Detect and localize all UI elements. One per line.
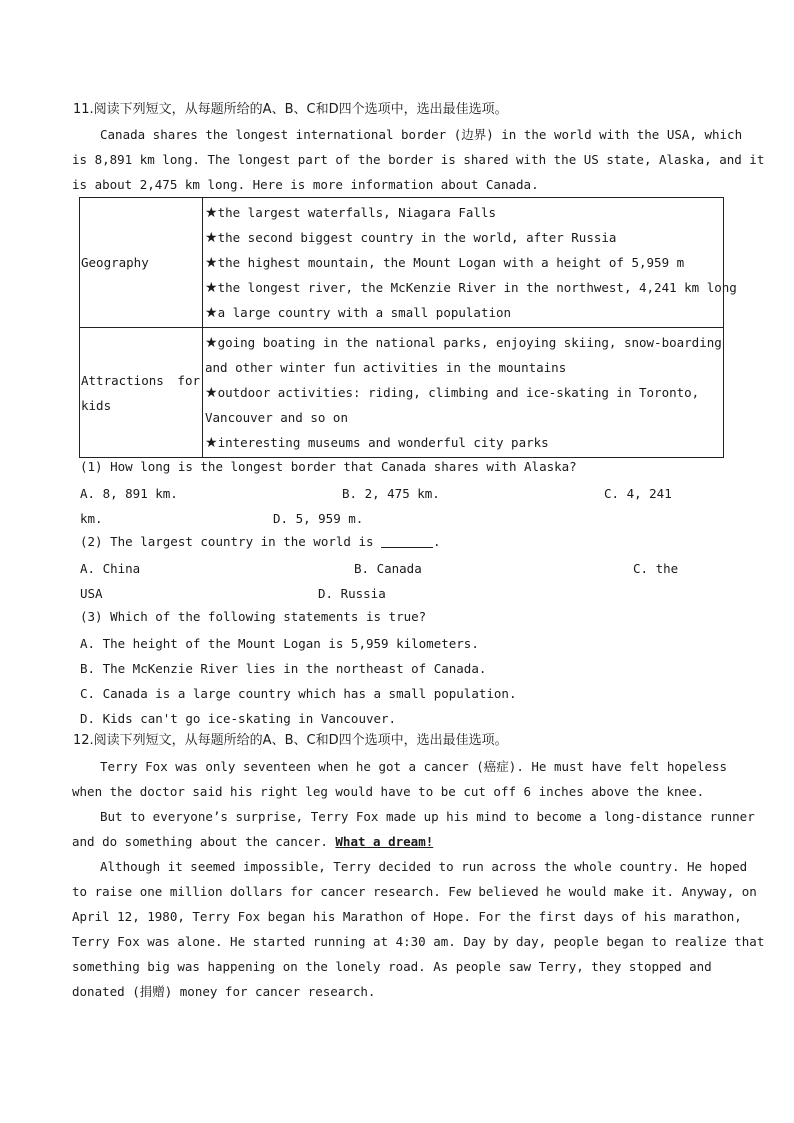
list-item: ★the longest river, the McKenzie River in the northwest, 4,241 km long bbox=[205, 280, 737, 296]
option-d[interactable]: D. Kids can't go ice-skating in Vancouver. bbox=[80, 711, 397, 726]
list-item: ★outdoor activities: riding, climbing and ice-skating in Toronto, bbox=[205, 385, 700, 401]
question-3-stem: (3) Which of the following statements is true? bbox=[80, 609, 427, 624]
star-icon: ★ bbox=[205, 255, 218, 271]
list-item: ★interesting museums and wonderful city parks bbox=[205, 435, 549, 451]
passage-line: April 12, 1980, Terry Fox began his Marathon of Hope. For the first days of his marathon, bbox=[72, 909, 742, 924]
option-a[interactable]: A. The height of the Mount Logan is 5,959 kilometers. bbox=[80, 636, 479, 651]
star-icon: ★ bbox=[205, 335, 218, 351]
passage-line: is 8,891 km long. The longest part of the border is shared with the US state, Alaska, and it bbox=[72, 152, 765, 167]
option-c[interactable]: C. the bbox=[633, 561, 679, 576]
passage-line: is about 2,475 km long. Here is more information about Canada. bbox=[72, 177, 539, 192]
star-icon: ★ bbox=[205, 280, 218, 296]
q11-passage bbox=[72, 122, 765, 197]
option-d[interactable]: D. Russia bbox=[318, 586, 386, 601]
option-c-continuation: km. bbox=[80, 511, 103, 526]
q11-heading: 11.阅读下列短文，从每题所给的A、B、C和D四个选项中，选出最佳选项。 bbox=[73, 102, 508, 117]
passage-line: and do something about the cancer. What a dream! bbox=[72, 834, 434, 849]
list-item-continuation: Vancouver and so on bbox=[205, 410, 348, 425]
star-icon: ★ bbox=[205, 230, 218, 246]
list-item: ★the largest waterfalls, Niagara Falls bbox=[205, 205, 497, 221]
option-b[interactable]: B. Canada bbox=[354, 561, 422, 576]
star-icon: ★ bbox=[205, 435, 218, 451]
star-icon: ★ bbox=[205, 385, 218, 401]
passage-line: But to everyone’s surprise, Terry Fox made up his mind to become a long-distance runner bbox=[100, 809, 755, 824]
option-d[interactable]: D. 5, 959 m. bbox=[273, 511, 364, 526]
passage-line: to raise one million dollars for cancer research. Few believed he would make it. Anyway, on bbox=[72, 884, 757, 899]
table-label: kids bbox=[81, 397, 112, 413]
passage-line: Canada shares the longest international border (边界) in the world with the USA, which bbox=[100, 127, 743, 142]
table-body-cell bbox=[203, 328, 724, 458]
list-item: ★the second biggest country in the world, after Russia bbox=[205, 230, 617, 246]
star-icon: ★ bbox=[205, 305, 218, 321]
table-body-cell bbox=[203, 198, 737, 328]
q12-heading: 12.阅读下列短文，从每题所给的A、B、C和D四个选项中，选出最佳选项。 bbox=[73, 733, 508, 748]
passage-line: Although it seemed impossible, Terry decided to run across the whole country. He hoped bbox=[100, 859, 748, 874]
option-b[interactable]: B. The McKenzie River lies in the northeast of Canada. bbox=[80, 661, 487, 676]
question-2-stem: (2) The largest country in the world is . bbox=[80, 534, 441, 549]
table-row-geography bbox=[80, 198, 724, 328]
table-label: Geography bbox=[81, 255, 149, 270]
passage-line: something big was happening on the lonely road. As people saw Terry, they stopped and bbox=[72, 959, 712, 974]
list-item-continuation: and other winter fun activities in the mountains bbox=[205, 360, 567, 375]
passage-line: donated (捐赠) money for cancer research. bbox=[72, 984, 376, 999]
question-1-stem: (1) How long is the longest border that Canada shares with Alaska? bbox=[80, 459, 577, 474]
emphasis-text: What a dream! bbox=[335, 834, 434, 849]
option-c-continuation: USA bbox=[80, 586, 103, 601]
option-c[interactable]: C. Canada is a large country which has a small population. bbox=[80, 686, 517, 701]
passage-line: Terry Fox was alone. He started running at 4:30 am. Day by day, people began to realize that bbox=[72, 934, 765, 949]
table-row-attractions bbox=[80, 328, 724, 458]
passage-line: Terry Fox was only seventeen when he got a cancer (癌症). He must have felt hopeless bbox=[100, 759, 728, 774]
table-label: Attractions for bbox=[81, 372, 200, 388]
table-label-cell bbox=[80, 328, 203, 458]
option-c[interactable]: C. 4, 241 bbox=[604, 486, 672, 501]
list-item: ★the highest mountain, the Mount Logan with a height of 5,959 m bbox=[205, 255, 685, 271]
table-label-cell bbox=[80, 198, 203, 328]
option-a[interactable]: A. 8, 891 km. bbox=[80, 486, 178, 501]
passage-line: when the doctor said his right leg would have to be cut off 6 inches above the knee. bbox=[72, 784, 705, 799]
list-item: ★a large country with a small population bbox=[205, 305, 512, 321]
list-item: ★going boating in the national parks, enjoying skiing, snow-boarding bbox=[205, 335, 722, 351]
option-b[interactable]: B. 2, 475 km. bbox=[342, 486, 440, 501]
answer-blank[interactable] bbox=[381, 533, 433, 548]
star-icon: ★ bbox=[205, 205, 218, 221]
option-a[interactable]: A. China bbox=[80, 561, 141, 576]
canada-info-table bbox=[79, 197, 737, 458]
q12-passage bbox=[72, 754, 765, 1004]
